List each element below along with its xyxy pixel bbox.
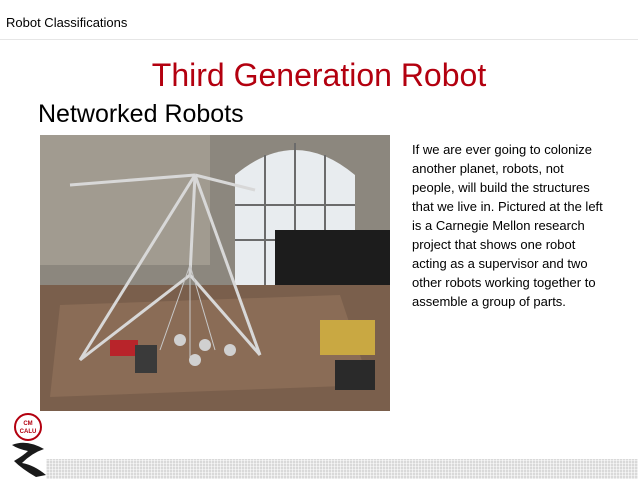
- robot-center: [135, 345, 157, 373]
- slide-subtitle: Networked Robots: [38, 100, 244, 128]
- robot-left: [110, 340, 138, 356]
- footer-texture-strip: [46, 459, 638, 479]
- part-4: [189, 354, 201, 366]
- lab-left-wall: [40, 135, 210, 265]
- robot-lab-photo: [40, 135, 390, 411]
- svg-text:CALU: CALU: [19, 429, 37, 435]
- workbench: [320, 320, 375, 355]
- robot-lab-illustration: [40, 135, 390, 411]
- svg-text:CM: CM: [23, 421, 33, 427]
- slide-title: Third Generation Robot: [151, 57, 487, 93]
- part-1: [174, 334, 186, 346]
- header-bar: [0, 0, 638, 40]
- equipment-cart: [335, 360, 375, 390]
- slide-body-text: If we are ever going to colonize another planet, robots, not people, will build the structures that we live in. Pictured at the left is a Carnegie Mellon research project that shows one robot acting as a supervisor and two other robots working together to assemble a group of parts.: [412, 142, 603, 309]
- header-title: Robot Classifications: [6, 15, 128, 30]
- part-2: [199, 339, 211, 351]
- part-3: [224, 344, 236, 356]
